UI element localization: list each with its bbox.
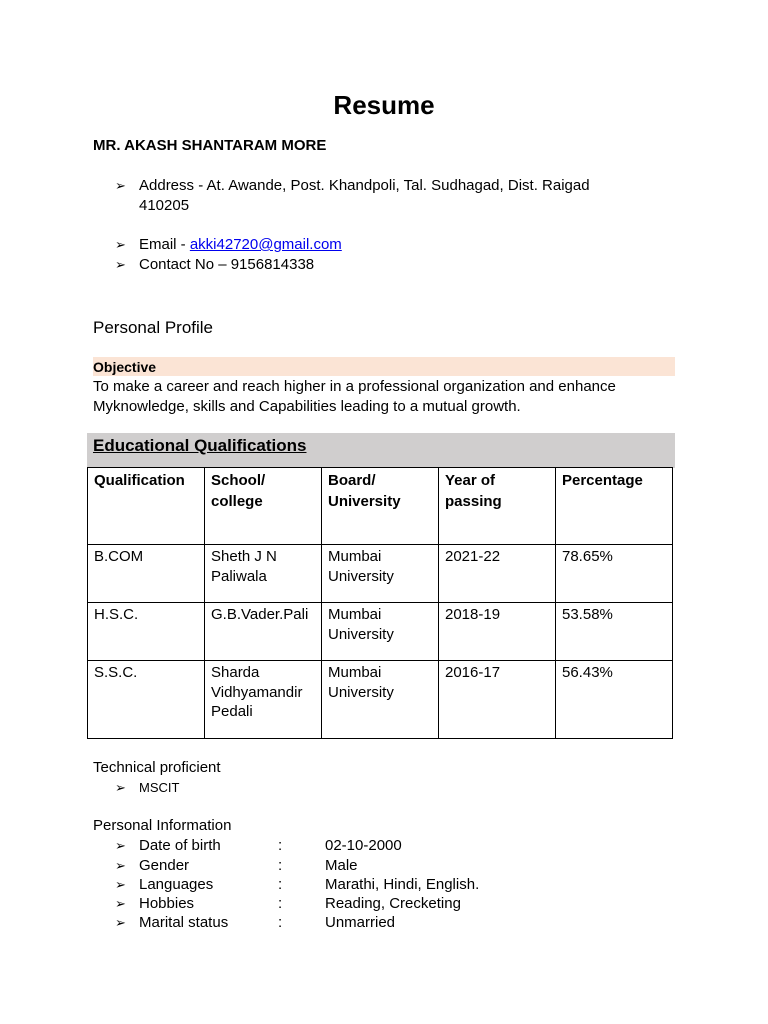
table-cell: Mumbai University bbox=[322, 603, 439, 661]
table-cell: 56.43% bbox=[556, 661, 673, 739]
table-header-cell: Board/ University bbox=[322, 468, 439, 545]
email-link[interactable]: akki42720@gmail.com bbox=[189, 236, 342, 253]
table-cell: 78.65% bbox=[556, 545, 673, 603]
objective-highlight bbox=[93, 357, 675, 376]
table-header-cell: Qualification bbox=[88, 468, 205, 545]
bullet-arrow-icon: ➢ bbox=[115, 178, 126, 193]
bullet-arrow-icon: ➢ bbox=[115, 780, 126, 795]
objective-label: Objective bbox=[93, 359, 157, 375]
table-row bbox=[88, 661, 673, 739]
info-value-languages: Marathi, Hindi, English. bbox=[325, 876, 480, 893]
bullet-arrow-icon: ➢ bbox=[115, 237, 126, 252]
info-label-dob: Date of birth bbox=[139, 837, 221, 854]
technical-heading: Technical proficient bbox=[93, 759, 221, 776]
table-cell: Sheth J N Paliwala bbox=[205, 545, 322, 603]
info-value-marital-status: Unmarried bbox=[325, 914, 396, 931]
table-cell: 2016-17 bbox=[439, 661, 556, 739]
personal-profile-heading: Personal Profile bbox=[93, 318, 214, 337]
info-label-marital-status: Marital status bbox=[139, 914, 229, 931]
education-heading: Educational Qualifications bbox=[93, 436, 307, 455]
info-label-languages: Languages bbox=[139, 876, 214, 893]
table-header-cell: Percentage bbox=[556, 468, 673, 545]
bullet-arrow-icon: ➢ bbox=[115, 858, 126, 873]
table-cell: H.S.C. bbox=[88, 603, 205, 661]
table-row bbox=[88, 545, 673, 603]
bullet-arrow-icon: ➢ bbox=[115, 838, 126, 853]
email-line bbox=[139, 235, 342, 255]
table-cell: 2021-22 bbox=[439, 545, 556, 603]
qualification-table bbox=[87, 467, 673, 739]
objective-text: To make a career and reach higher in a professional organization and enhance Myknowledge, skills and Capabilities leading to a mutual growth. bbox=[93, 378, 616, 415]
candidate-name: MR. AKASH SHANTARAM MORE bbox=[93, 137, 327, 154]
page-title: Resume bbox=[333, 90, 435, 120]
table-cell: G.B.Vader.Pali bbox=[205, 603, 322, 661]
technical-item: MSCIT bbox=[139, 780, 180, 795]
table-cell: Mumbai University bbox=[322, 661, 439, 739]
info-value-dob: 02-10-2000 bbox=[325, 837, 402, 854]
table-cell: Sharda Vidhyamandir Pedali bbox=[205, 661, 322, 739]
table-header-row bbox=[88, 468, 673, 545]
bullet-arrow-icon: ➢ bbox=[115, 896, 126, 911]
table-cell: B.COM bbox=[88, 545, 205, 603]
email-label: Email - bbox=[139, 236, 190, 253]
table-cell: S.S.C. bbox=[88, 661, 205, 739]
address-text: Address - At. Awande, Post. Khandpoli, Tal. Sudhagad, Dist. Raigad 410205 bbox=[139, 177, 590, 214]
phone-text: Contact No – 9156814338 bbox=[139, 256, 315, 273]
info-separator: : bbox=[278, 837, 283, 854]
table-row bbox=[88, 603, 673, 661]
table-cell: 2018-19 bbox=[439, 603, 556, 661]
personal-info-heading: Personal Information bbox=[93, 817, 232, 834]
bullet-arrow-icon: ➢ bbox=[115, 877, 126, 892]
info-value-hobbies: Reading, Crecketing bbox=[325, 895, 461, 912]
info-separator: : bbox=[278, 857, 283, 874]
info-value-gender: Male bbox=[325, 857, 358, 874]
info-label-hobbies: Hobbies bbox=[139, 895, 195, 912]
info-separator: : bbox=[278, 876, 283, 893]
table-cell: 53.58% bbox=[556, 603, 673, 661]
table-header-cell: Year of passing bbox=[439, 468, 556, 545]
bullet-arrow-icon: ➢ bbox=[115, 257, 126, 272]
table-cell: Mumbai University bbox=[322, 545, 439, 603]
info-label-gender: Gender bbox=[139, 857, 190, 874]
table-header-cell: School/ college bbox=[205, 468, 322, 545]
bullet-arrow-icon: ➢ bbox=[115, 915, 126, 930]
info-separator: : bbox=[278, 914, 283, 931]
info-separator: : bbox=[278, 895, 283, 912]
